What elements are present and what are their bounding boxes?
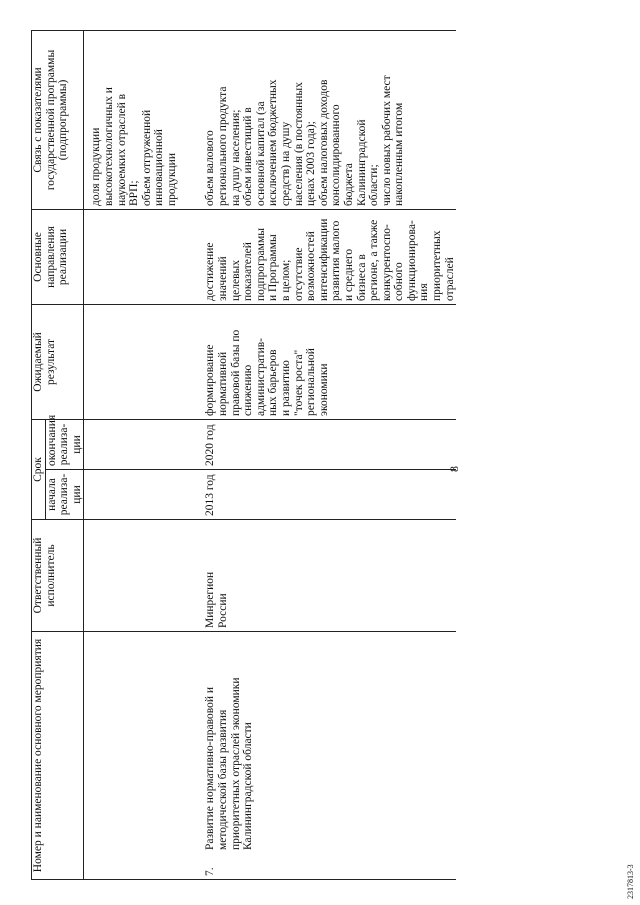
text-line: нормативной — [216, 351, 229, 416]
text-line: и среднего — [342, 248, 355, 301]
header-event-name: Номер и наименование основного мероприятия — [32, 632, 84, 880]
text-line: населения (в постоянных — [292, 82, 305, 206]
text-line: возможностей — [305, 231, 318, 301]
header-start: начала реализа-ции — [45, 470, 84, 520]
program-table — [31, 30, 456, 880]
text-line: на душу населения; — [229, 109, 242, 206]
header-term: Срок — [32, 419, 46, 519]
text-line: бизнеса в — [355, 254, 368, 301]
text-line: снижению — [242, 364, 255, 416]
text-line: исключением бюджетных — [267, 79, 280, 206]
text-line: достижение — [204, 242, 217, 301]
text-line: отсутствие — [292, 247, 305, 301]
text-line: число новых рабочих мест — [380, 75, 393, 206]
text-line: консолидированного — [330, 104, 343, 206]
text-line: развития малого — [330, 220, 343, 301]
text-line: формирование — [204, 344, 217, 416]
text-line: ния — [418, 283, 431, 301]
text-line: средств) на душу — [279, 121, 292, 206]
header-indicators-link: Связь с показателями государственной программы (подпрограммы) — [32, 30, 84, 209]
text-line: ВРП; — [128, 180, 141, 206]
text-line: административ- — [254, 338, 267, 416]
row-number: 7. — [204, 867, 217, 876]
text-line: приоритетных отраслей экономики — [229, 677, 242, 850]
event-name-cell — [198, 632, 456, 880]
text-line: доля продукции — [90, 127, 103, 206]
expected-result-cell — [198, 304, 456, 419]
text-line: инновационной — [153, 129, 166, 206]
document-code: 2317813-3 — [626, 864, 635, 899]
text-line: области; — [368, 164, 381, 206]
page-number: 8 — [447, 466, 461, 472]
text-line: Минрегион — [204, 571, 217, 628]
text-line: Развитие нормативно-правовой и — [204, 686, 217, 850]
header-executor: Ответственный исполнитель — [32, 520, 84, 632]
table-row-7 — [198, 30, 456, 879]
header-expected-result: Ожидаемый результат — [32, 304, 84, 419]
text-line: приоритетных — [431, 230, 444, 301]
text-line: региональной — [305, 348, 318, 416]
text-line: методической базы развития — [216, 709, 229, 850]
text-line: значений целевых — [216, 256, 242, 301]
start-year-cell: 2013 год — [198, 470, 456, 520]
text-line: России — [216, 593, 229, 628]
text-line: экономики — [317, 363, 330, 416]
text-line: "точек роста" — [292, 349, 305, 416]
text-line: функционирова- — [405, 220, 418, 301]
text-line: объем инвестиций в — [242, 107, 255, 206]
header-main-directions: Основные направления реализации — [32, 209, 84, 304]
text-line: высокотехнологичных и — [102, 87, 115, 206]
text-line: накопленным итогом — [393, 102, 406, 206]
text-line: ных барьеров — [267, 349, 280, 416]
text-line: объем валового — [204, 130, 217, 206]
text-line: Калининградской — [355, 119, 368, 206]
text-line: собного — [393, 262, 406, 301]
executor-cell — [198, 520, 456, 632]
text-line: конкурентоспо- — [380, 224, 393, 301]
text-line: показателей — [242, 242, 255, 301]
indicators-cell-continuation — [84, 30, 199, 209]
text-line: основной капитал (за — [254, 101, 267, 206]
text-line: продукции — [165, 153, 178, 206]
text-line: подпрограммы — [254, 228, 267, 301]
text-line: наукоемких отраслей в — [115, 93, 128, 206]
header-end: окончания реализа-ции — [45, 419, 84, 469]
text-line: интенсификации — [317, 218, 330, 301]
end-year-cell: 2020 год — [198, 419, 456, 469]
indicators-cell — [198, 30, 456, 209]
text-line: в целом; — [279, 259, 292, 301]
text-line: и развитию — [279, 360, 292, 416]
text-line: ценах 2003 года); — [305, 121, 318, 206]
text-line: объем налоговых доходов — [317, 79, 330, 206]
text-line: Калининградской области — [242, 722, 255, 850]
text-line: правовой базы по — [229, 329, 242, 416]
text-line: объем отгруженной — [140, 109, 153, 206]
text-line: регионе, а также — [368, 219, 381, 301]
text-line: бюджета — [342, 163, 355, 206]
text-line: и Программы — [267, 234, 280, 301]
main-directions-cell — [198, 209, 456, 304]
table-row-continuation — [84, 30, 199, 879]
text-line: регионального продукта — [216, 86, 229, 206]
text-line: отраслей — [443, 257, 456, 301]
